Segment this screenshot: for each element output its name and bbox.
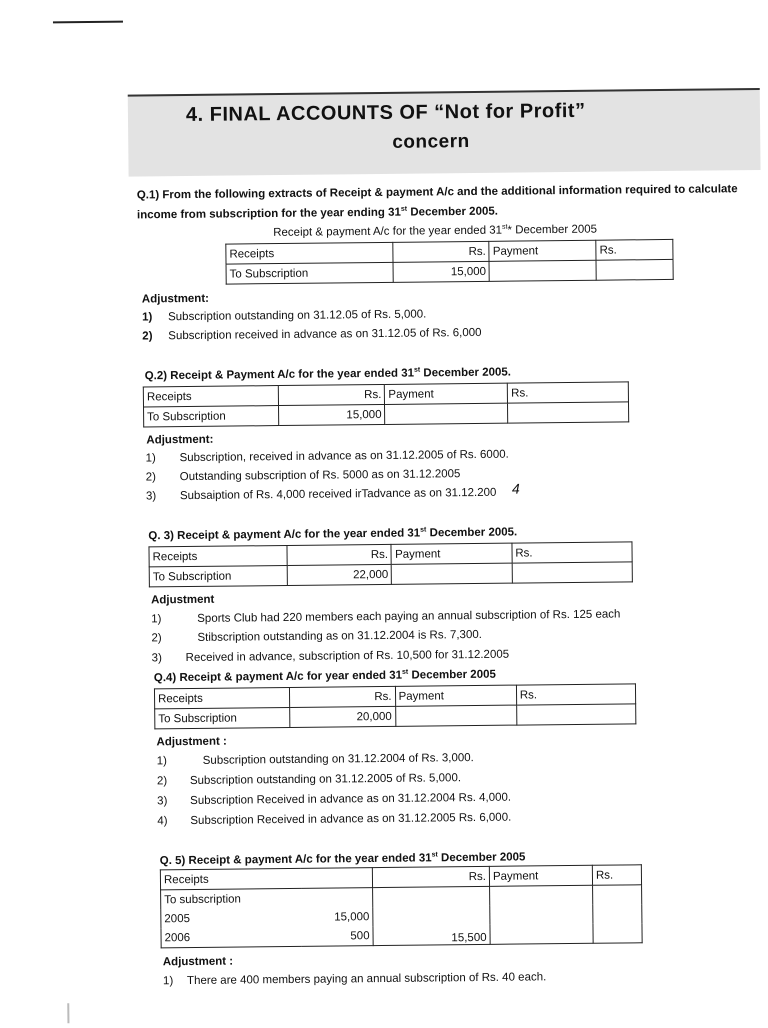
col-payment: Payment <box>391 543 511 564</box>
row-label: To Subscription <box>149 565 288 586</box>
col-rs-2: Rs. <box>596 239 673 260</box>
col-rs-2: Rs. <box>508 382 629 403</box>
q1-table-title: Receipt & payment A/c for the year ended 31st* December 2005 <box>273 223 598 239</box>
q1-adjustment-label: Adjustment: <box>141 292 210 306</box>
table-row <box>155 704 636 729</box>
q2-adjustment-label: Adjustment: <box>146 433 214 447</box>
q1-receipt-payment-table <box>225 239 673 285</box>
col-receipts: Receipts <box>226 242 393 264</box>
col-payment: Payment <box>489 240 596 261</box>
row-year: 2006 <box>161 927 302 948</box>
row-total: 15,500 <box>373 886 491 945</box>
chapter-title: 4. FINAL ACCOUNTS OF “Not for Profit” <box>185 99 586 127</box>
q2-adjustment-3: 3) Subsaiption of Rs. 4,000 received irTadvance as on 31.12.200 <box>145 486 497 503</box>
q2-adjustment-1: 1) Subscription, received in advance as on 31.12.2005 of Rs. 6000. <box>145 448 509 465</box>
q4-receipt-payment-table <box>154 683 636 729</box>
q3-adjustment-2: 2) Stibscription outstanding as on 31.12.2004 is Rs. 7,300. <box>151 628 482 645</box>
col-receipts: Receipts <box>143 386 278 407</box>
q2-title: Q.2) Receipt & Payment A/c for the year ended 31st December 2005. <box>144 366 512 383</box>
row-amount: 15,000 <box>278 404 385 425</box>
col-rs: Rs. <box>372 866 489 887</box>
col-receipts: Receipts <box>160 868 372 890</box>
margin-mark <box>67 1003 69 1023</box>
chapter-subtitle: concern <box>392 131 470 153</box>
q4-adjustment-2: 2) Subscription outstanding on 31.12.2005 of Rs. 5,000. <box>156 772 462 788</box>
col-rs: Rs. <box>290 686 395 707</box>
col-rs: Rs. <box>278 384 385 405</box>
q2-receipt-payment-table <box>143 381 629 427</box>
row-label: To Subscription <box>155 707 290 728</box>
q4-title: Q.4) Receipt & payment A/c for year ended 31st December 2005 <box>153 668 496 685</box>
handwritten-note: 4 <box>511 480 520 497</box>
q3-title: Q. 3) Receipt & payment A/c for the year ended 31st December 2005. <box>148 526 518 543</box>
q4-adjustment-3: 3) Subscription Received in advance as on 31.12.2004 Rs. 4,000. <box>157 791 512 808</box>
q5-title: Q. 5) Receipt & payment A/c for the year ended 31st December 2005 <box>159 851 526 868</box>
row-amount: 22,000 <box>288 564 392 585</box>
row-payment <box>392 563 512 584</box>
q3-receipt-payment-table <box>148 541 632 587</box>
q1-adjustment-1: 1) Subscription outstanding on 31.12.05 of Rs. 5,000. <box>142 308 427 324</box>
col-payment: Payment <box>489 865 592 886</box>
q1-intro-line1: Q.1) From the following extracts of Receipt & payment A/c and the additional information required to calculate <box>136 183 738 202</box>
q5-adjustment-1: 1) There are 400 members paying an annual subscription of Rs. 40 each. <box>162 971 547 988</box>
q3-adjustment-label: Adjustment <box>150 593 215 607</box>
col-payment: Payment <box>385 383 508 404</box>
col-rs: Rs. <box>392 241 489 262</box>
col-receipts: Receipts <box>149 545 288 566</box>
row-payment-amount <box>512 562 632 583</box>
col-payment: Payment <box>395 685 516 706</box>
row-payment-amount <box>516 704 635 725</box>
row-payment-amount <box>508 402 629 423</box>
q3-adjustment-1: 1) Sports Club had 220 members each paying an annual subscription of Rs. 125 each <box>151 608 621 626</box>
col-receipts: Receipts <box>154 687 289 708</box>
row-payment-amount <box>593 885 643 944</box>
q1-intro-line2: income from subscription for the year ending 31st December 2005. <box>136 205 499 222</box>
table-row <box>226 259 673 284</box>
row-label: To subscription <box>161 888 302 909</box>
table-row <box>161 885 642 910</box>
q5-receipt-payment-table <box>160 864 643 948</box>
row-amount: 20,000 <box>290 706 395 727</box>
col-rs: Rs. <box>287 544 391 565</box>
row-payment <box>385 403 508 424</box>
row-year-amount: 15,000 <box>301 907 373 927</box>
row-year-amount: 500 <box>301 926 373 946</box>
q4-adjustment-4: 4) Subscription Received in advance as on 31.12.2005 Rs. 6,000. <box>157 811 512 828</box>
q5-adjustment-label: Adjustment : <box>162 955 234 969</box>
table-row <box>149 562 632 587</box>
table-row <box>144 402 629 427</box>
col-rs-2: Rs. <box>592 865 641 886</box>
row-year: 2005 <box>161 908 302 928</box>
q4-adjustment-label: Adjustment : <box>156 735 227 749</box>
row-amount: 15,000 <box>393 261 490 282</box>
row-payment <box>395 705 516 726</box>
row-payment <box>489 260 596 281</box>
top-rule <box>53 21 123 24</box>
q1-adjustment-2: 2) Subscription received in advance as on 31.12.05 of Rs. 6,000 <box>142 326 482 343</box>
q3-adjustment-3: 3) Received in advance, subscription of Rs. 10,500 for 31.12.2005 <box>151 648 510 665</box>
col-rs-2: Rs. <box>512 542 632 563</box>
row-payment <box>490 885 594 944</box>
row-label: To Subscription <box>226 262 393 284</box>
q4-adjustment-1: 1) Subscription outstanding on 31.12.2004 of Rs. 3,000. <box>156 752 474 768</box>
q2-adjustment-2: 2) Outstanding subscription of Rs. 5000 as on 31.12.2005 <box>145 468 461 484</box>
row-payment-amount <box>596 259 673 280</box>
row-label: To Subscription <box>144 406 279 427</box>
col-rs-2: Rs. <box>516 684 635 705</box>
